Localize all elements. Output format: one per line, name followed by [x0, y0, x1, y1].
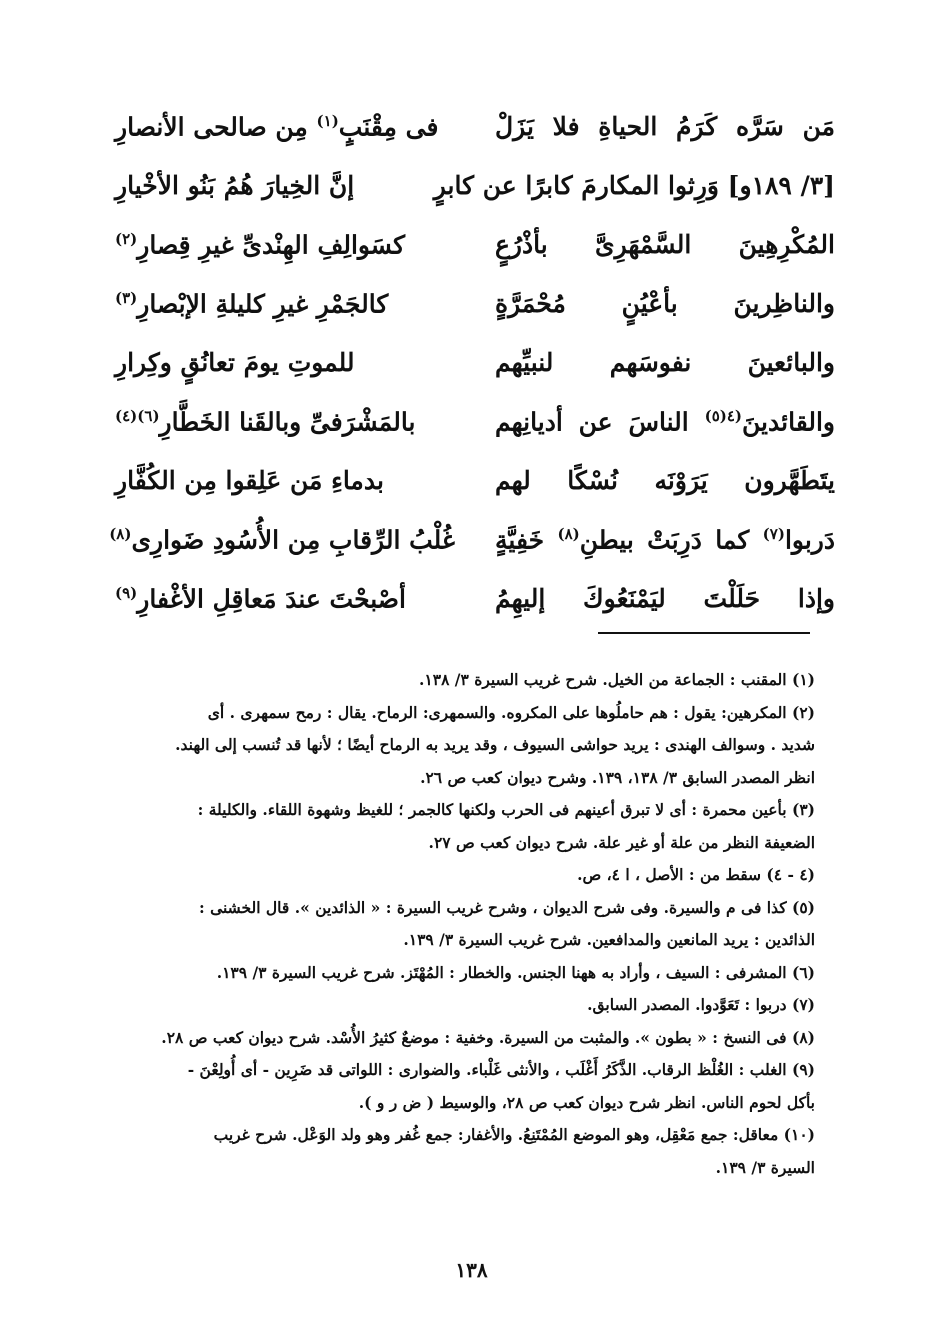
- footnote-line: (٤ - ٤) سقط من : الأصل ، ا ٤، ص.: [577, 865, 815, 884]
- footnote-marker[interactable]: (٨): [557, 524, 580, 543]
- footnote-line: (٨) فى النسخ : « بطون ». والمثبت من السيرة. وخفية : موضعٌ كثيرُ الأُسْد. شرح ديوان كعب ص ٢٨.: [161, 1027, 815, 1047]
- page-number: ١٣٨: [455, 1258, 488, 1282]
- footnote-line: (٩) الغلب : الغُلْظ الرقاب. الذَّكَرُ أَغْلَب ، والأنثى غَلْباء. والضوارى : اللواتى قد ضَرِين - أى أُولِعْنَ -: [187, 1060, 815, 1079]
- first-hemistich: مَن سَرَّه كَرَمُ الحياةِ فلا يَزَلْ: [495, 112, 835, 141]
- second-hemistich: إنَّ الخِيارَ هُمُ بَنُو الأخْيارِ: [115, 171, 355, 200]
- second-hemistich: غُلْبُ الرِّقابِ مِن الأُسُودِ ضَوارِى$^{(٨)}$: [109, 524, 455, 554]
- footnote-line: (١٠) معاقل: جمع مَعْقِل، وهو الموضع المُمْتَنِعُ. والأغفار: جمع غُفر وهو ولد الوَعْل. شرح غريب: [213, 1125, 815, 1144]
- first-hemistich: يتَطَهَّرون يَرَوْنَه نُسْكًا لهم: [495, 466, 835, 495]
- first-hemistich: والناظِرينَ بأعْيُنٍ مُحْمَرَّةٍ: [495, 289, 835, 318]
- footnote-3: [109, 794, 815, 859]
- verse-1: [115, 88, 835, 147]
- footnote-2: [109, 697, 815, 795]
- first-hemistich: دَربوا$^{(٧)}$ كما دَرِبَتْ بيطنِ$^{(٨)}$ خَفِيَّةٍ: [495, 524, 835, 554]
- footnote-marker[interactable]: (٢): [115, 229, 138, 248]
- footnote-marker[interactable]: (١): [316, 111, 339, 130]
- second-hemistich: فى مِقْنَبٍ$^{(١)}$ مِن صالحى الأنصارِ: [115, 111, 439, 141]
- verse-7: [115, 442, 835, 501]
- first-hemistich: [٣/ ١٨٩و] وَرِثوا المكارمَ كابرًا عن كابرٍ: [433, 171, 835, 200]
- footnote-line: انظر المصدر السابق ٣/ ١٣٨، ١٣٩. وشرح ديوان كعب ص ٢٦.: [420, 767, 815, 787]
- verse-9: [115, 560, 835, 619]
- verse-3: [115, 206, 835, 265]
- footnote-line: السيرة ٣/ ١٣٩.: [715, 1157, 815, 1177]
- footnote-1: [109, 664, 815, 697]
- poem: [109, 88, 835, 619]
- footnote-line: بأكل لحوم الناس. انظر شرح ديوان كعب ص ٢٨، والوسيط ( ض ر و ).: [358, 1092, 815, 1112]
- footnote-6: [109, 957, 815, 990]
- footnote-line: الضعيفة النظر من علة أو غير علة. شرح ديوان كعب ص ٢٧.: [428, 832, 815, 852]
- verse-2: [115, 147, 835, 206]
- footnote-line: (١) المقنب : الجماعة من الخيل. شرح غريب السيرة ٣/ ١٣٨.: [419, 670, 815, 689]
- first-hemistich: المُكْرِهِينَ السَّمْهَرِىَّ بأذْرُعٍ: [495, 230, 835, 259]
- verse-5: [115, 324, 835, 383]
- footnote-line: شديد . وسوالف الهندى : يريد حواشى السيوف ، وقد يريد به الرماح أيضًا ؛ لأنها قد تُنسب إلى الهند.: [175, 735, 815, 754]
- footnote-line: الذائدين : يريد المانعين والمدافعين. شرح غريب السيرة ٣/ ١٣٩.: [403, 930, 815, 949]
- footnote-line: (٧) دربوا : تَعَوَّدوا. المصدر السابق.: [587, 995, 815, 1014]
- footnotes: [109, 664, 815, 1184]
- verse-4: [115, 265, 835, 324]
- footnote-9: [109, 1054, 815, 1119]
- footnote-7: [109, 989, 815, 1022]
- footnote-marker[interactable]: (٦)(٤): [115, 406, 160, 425]
- second-hemistich: أصْبحْتَ عندَ مَعاقِلِ الأغْفارِ$^{(٩)}$: [115, 583, 406, 613]
- footnote-5: [109, 892, 815, 957]
- second-hemistich: بدماءِ مَن عَلِقوا مِن الكُفَّارِ: [115, 466, 384, 495]
- footnote-line: (٦) المشرفى : السيف ، وأراد به ههنا الجنس. والخطار : المُهْتَز. شرح غريب السيرة ٣/ ١٣٩.: [216, 962, 815, 982]
- second-hemistich: للموتِ يومَ تعانُقٍ وكِرارِ: [115, 348, 355, 377]
- verse-8: [109, 501, 835, 560]
- footnote-marker[interactable]: (٨): [109, 524, 132, 543]
- footnote-marker[interactable]: (٩): [115, 583, 138, 602]
- footnote-marker[interactable]: (٣): [115, 288, 138, 307]
- second-hemistich: بالمَشْرَفىِّ وبالقَنا الخَطَّارِ$^{(٦)(٤)}$: [115, 406, 416, 436]
- footnote-line: (٢) المكرهين: يقول : هم حاملُوها على المكروه. والسمهرى: الرماح. يقال : رمح سمهرى . أى: [207, 702, 815, 722]
- first-hemistich: والبائعينَ نفوسَهم لنبيِّهم: [495, 348, 835, 377]
- footnote-4: [109, 859, 815, 892]
- footnote-marker[interactable]: (٧): [762, 524, 785, 543]
- footnote-10: [109, 1119, 815, 1184]
- first-hemistich: والقائدينَ$^{(٤(٥)}$ الناسَ عن أديانِهم: [495, 406, 835, 436]
- footnote-separator: [598, 632, 810, 634]
- footnote-marker[interactable]: (٤(٥): [704, 406, 743, 425]
- second-hemistich: كسَوالِفِ الهِنْدىِّ غيرِ قِصارِ$^{(٢)}$: [115, 229, 406, 259]
- verse-6: [115, 383, 835, 442]
- first-hemistich: وإذا حَلَلْتَ ليَمْنَعُوكَ إليهِمُ: [495, 584, 835, 613]
- footnote-line: (٣) بأعين محمرة : أى لا تبرق أعينهم فى الحرب ولكنها كالجمر ؛ للغيظ وشهوة اللقاء. والكليلة :: [197, 800, 815, 819]
- footnote-line: (٥) كذا فى م والسيرة. وفى شرح الديوان ، وشرح غريب السيرة : « الذائدين ». قال الخشنى :: [198, 897, 815, 917]
- footnote-8: [109, 1022, 815, 1055]
- second-hemistich: كالجَمْرِ غيرِ كليلةِ الإبْصارِ$^{(٣)}$: [115, 288, 389, 318]
